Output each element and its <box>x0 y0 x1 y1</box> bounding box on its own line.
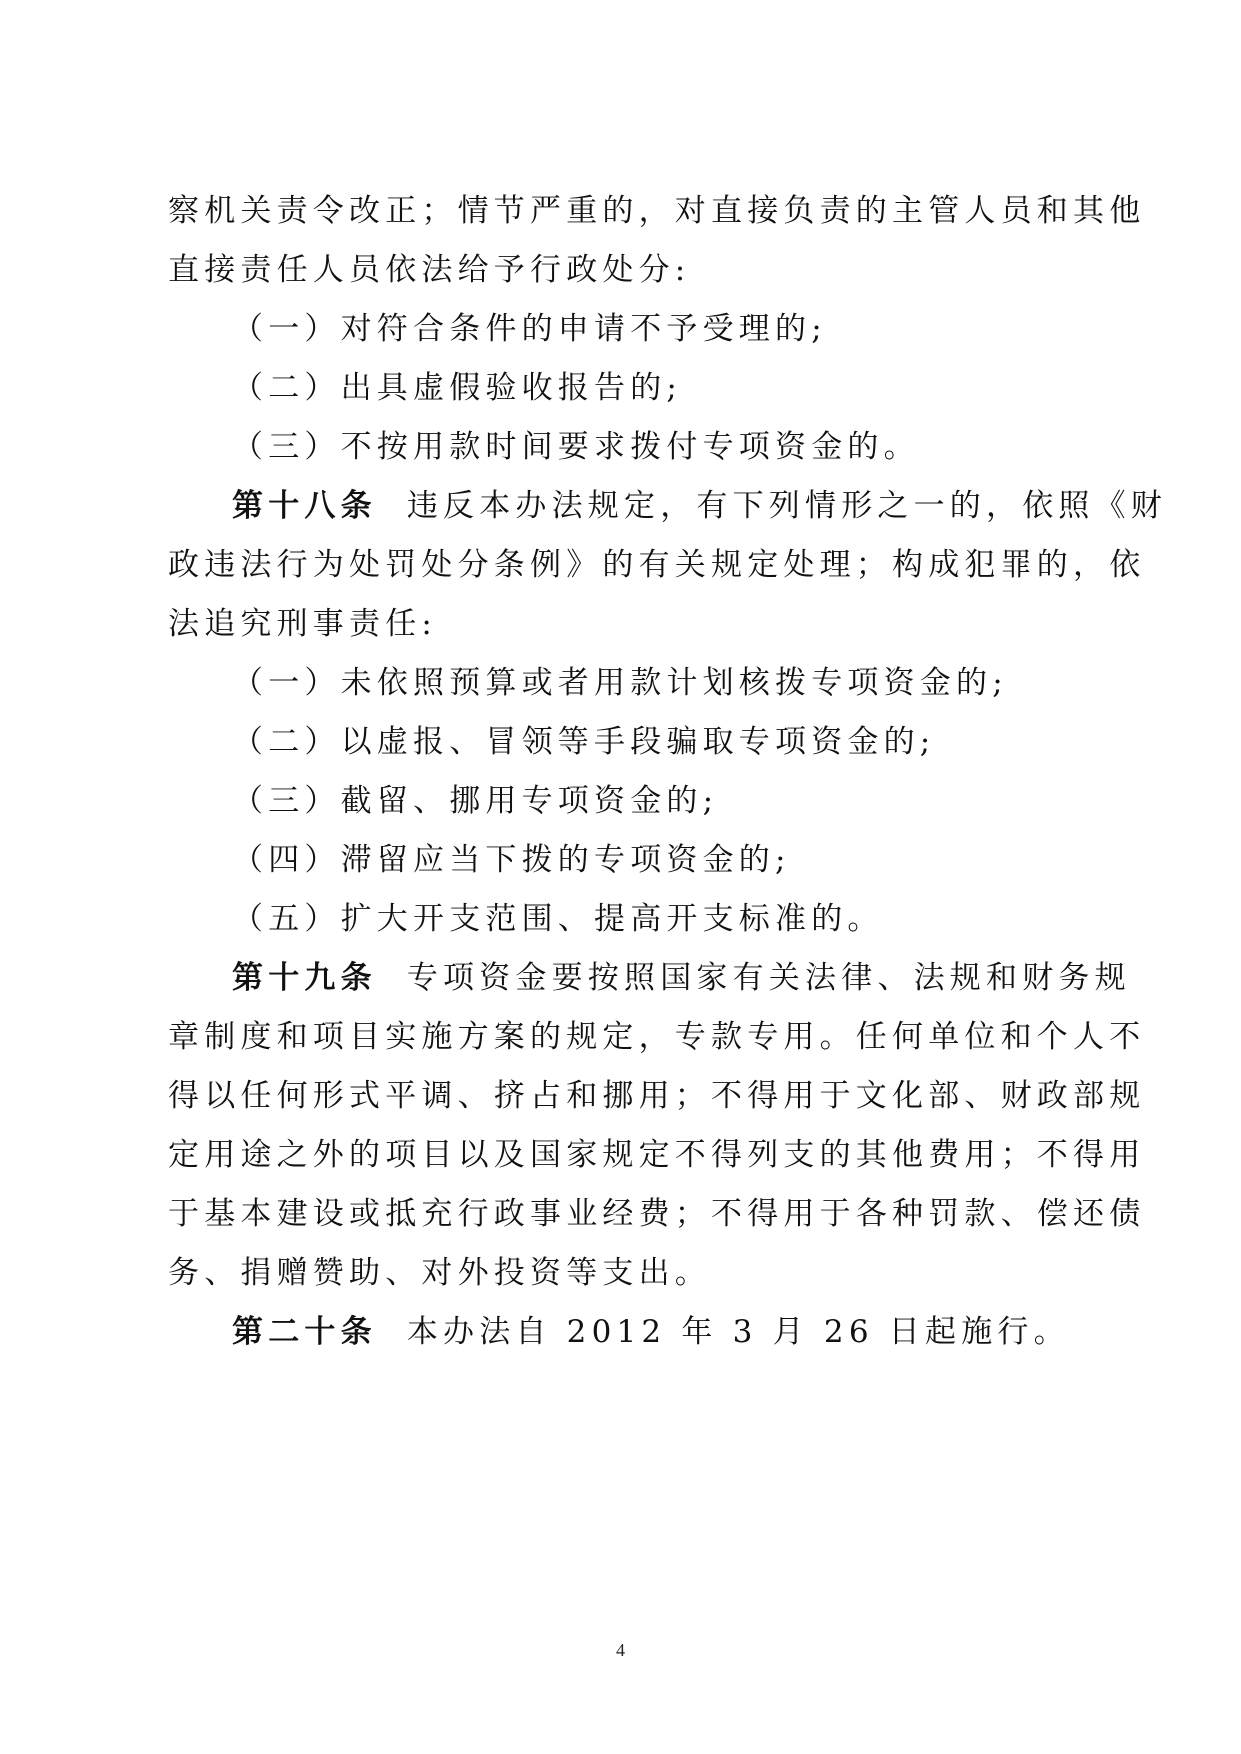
list-item: （一）对符合条件的申请不予受理的; <box>232 311 827 347</box>
list-item: （二）以虚报、冒领等手段骗取专项资金的; <box>232 724 936 760</box>
list-item: （五）扩大开支范围、提高开支标准的。 <box>232 901 884 937</box>
text-line: 于基本建设或抵充行政事业经费；不得用于各种罚款、偿还债 <box>168 1196 1146 1232</box>
article-20-heading: 第二十条 <box>232 1314 377 1350</box>
list-item: （二）出具虚假验收报告的; <box>232 370 683 406</box>
list-item: （四）滞留应当下拨的专项资金的; <box>232 842 791 878</box>
document-body <box>168 182 1168 1362</box>
article-18-text: 违反本办法规定，有下列情形之一的，依照《财 <box>406 488 1168 524</box>
text-line: 法追究刑事责任: <box>168 606 438 642</box>
text-line: 务、捐赠赞助、对外投资等支出。 <box>168 1255 711 1291</box>
article-19-text: 专项资金要按照国家有关法律、法规和财务规 <box>406 960 1131 996</box>
text-line: 得以任何形式平调、挤占和挪用；不得用于文化部、财政部规 <box>168 1078 1146 1114</box>
article-19-heading: 第十九条 <box>232 960 377 996</box>
list-item: （三）截留、挪用专项资金的; <box>232 783 719 819</box>
text-line: 章制度和项目实施方案的规定，专款专用。任何单位和个人不 <box>168 1019 1146 1055</box>
text-line: 直接责任人员依法给予行政处分: <box>168 252 691 288</box>
list-item: （一）未依照预算或者用款计划核拨专项资金的; <box>232 665 1008 701</box>
list-item: （三）不按用款时间要求拨付专项资金的。 <box>232 429 920 465</box>
article-18-heading: 第十八条 <box>232 488 377 524</box>
text-line: 察机关责令改正；情节严重的，对直接负责的主管人员和其他 <box>168 193 1146 229</box>
page-number: 4 <box>616 1640 625 1660</box>
text-line: 定用途之外的项目以及国家规定不得列支的其他费用；不得用 <box>168 1137 1146 1173</box>
text-line: 政违法行为处罚处分条例》的有关规定处理；构成犯罪的，依 <box>168 547 1146 583</box>
article-20-line <box>168 1303 1088 1362</box>
article-18-first-line <box>168 477 1168 536</box>
article-20-text: 本办法自 2012 年 3 月 26 日起施行。 <box>406 1314 1070 1350</box>
article-19-first-line <box>168 949 1131 1008</box>
